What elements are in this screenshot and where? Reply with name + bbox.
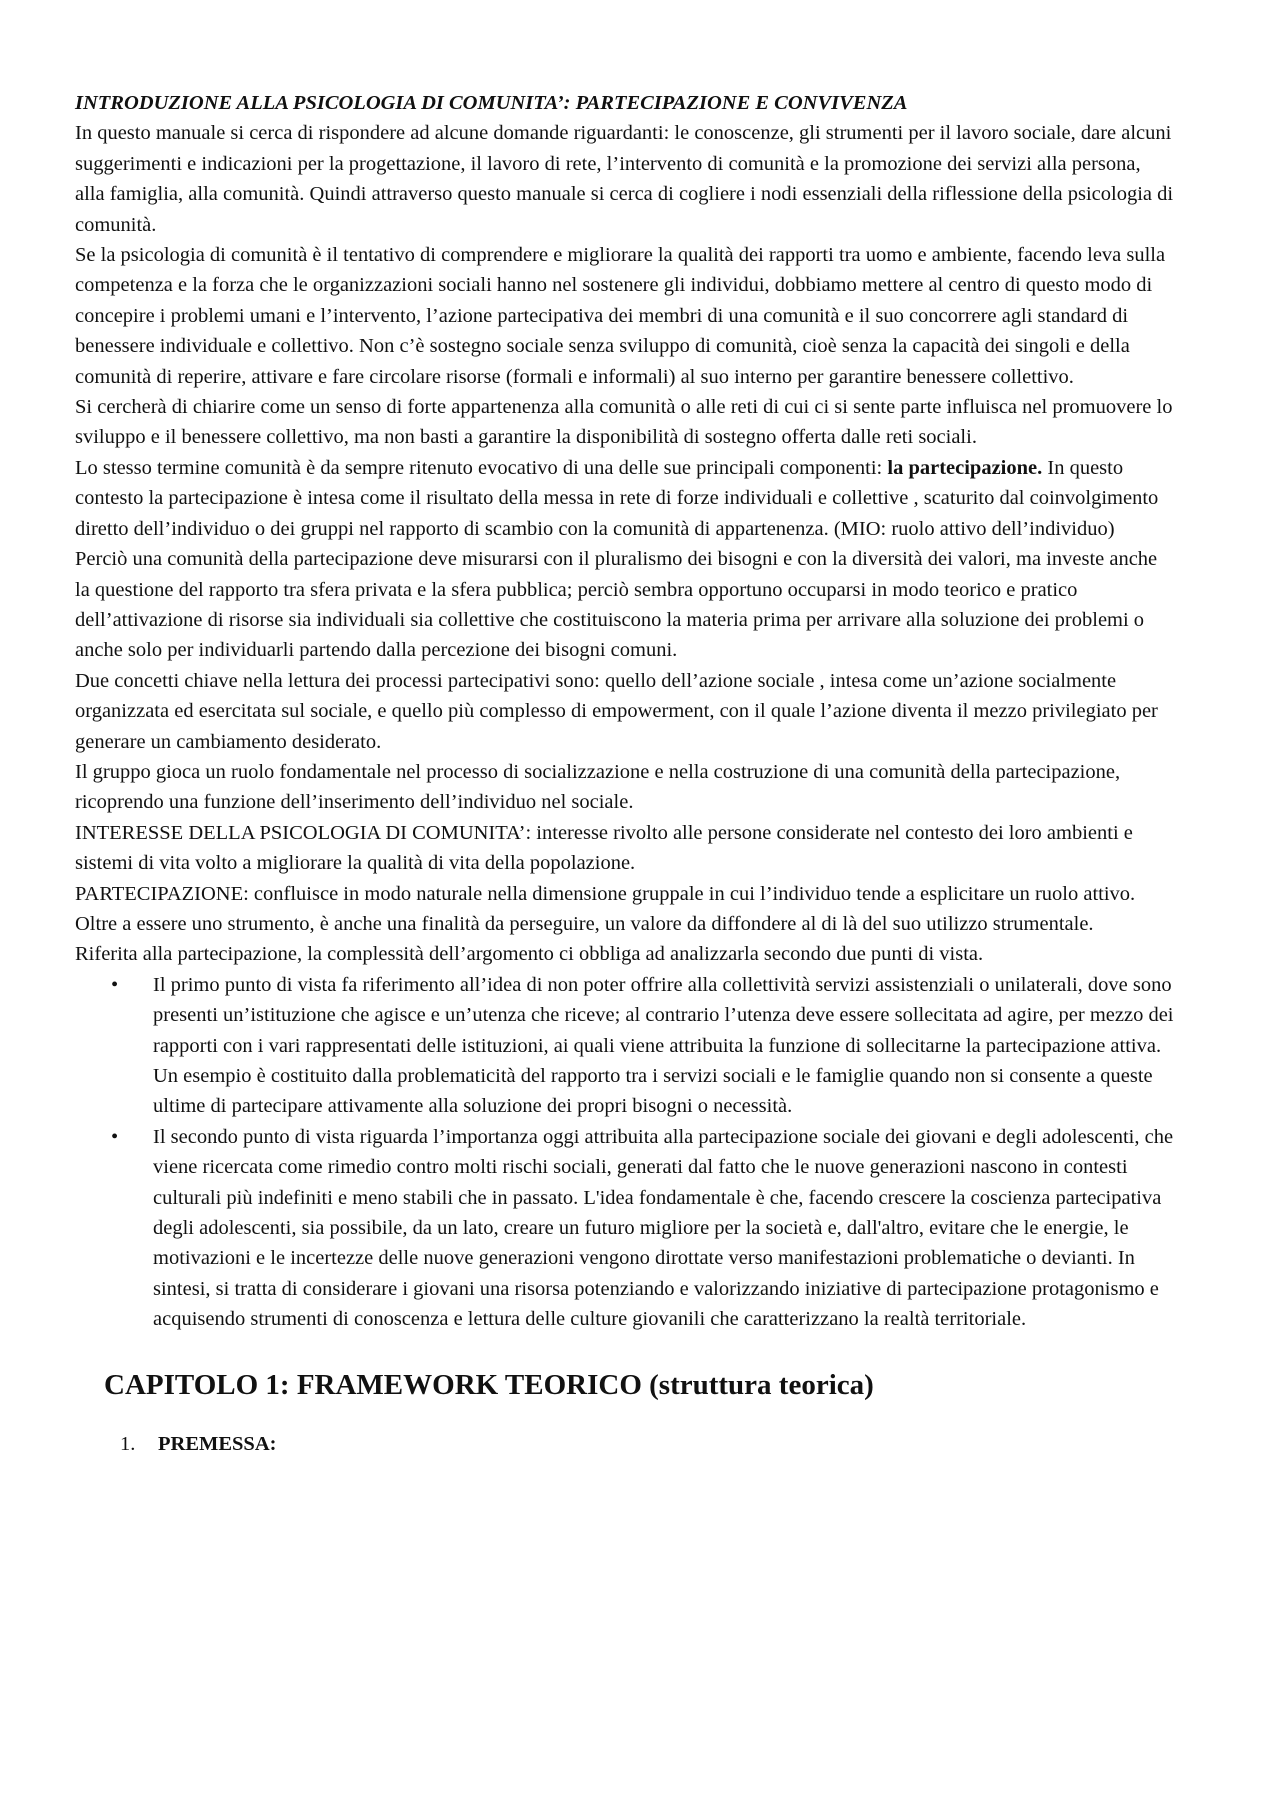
paragraph-belonging: Si cercherà di chiarire come un senso di forte appartenenza alla comunità o alle reti di cui ci si sente parte influisca nel promuovere lo sviluppo e il benessere collettivo, ma non basti a garantire la disponibilità di sostegno offerta dalle reti sociali. (75, 396, 1173, 449)
paragraph-group-role: Il gruppo gioca un ruolo fondamentale nel processo di socializzazione e nella costruzione di una comunità della partecipazione, ricoprendo una funzione dell’inserimento dell’individuo nel sociale. (75, 760, 1121, 814)
document-title: INTRODUZIONE ALLA PSICOLOGIA DI COMUNITA’: PARTECIPAZIONE E CONVIVENZA (75, 92, 908, 114)
section-number: 1. (120, 1432, 136, 1455)
paragraph-community-psychology: Se la psicologia di comunità è il tentativo di comprendere e migliorare la qualità dei rapporti tra uomo e ambiente, facendo leva sulla competenza e la forza che le organizzazioni sociali hanno nel sostenere gli individui, dobbiamo mettere al centro di questo modo di concepire i problemi umani e l’intervento, l’azione partecipativa dei membri di una comunità e il suo concorrere agli standard di benessere individuale e collettivo. Non c’è sostegno sociale senza sviluppo di comunità, cioè senza la capacità dei singoli e della comunità di reperire, attivare e fare circolare risorse (formali e informali) al suo interno per garantire benessere collettivo. (75, 244, 1166, 388)
paragraph-interest: INTERESSE DELLA PSICOLOGIA DI COMUNITA’: interesse rivolto alle persone considerate nel contesto dei loro ambienti e sistemi di vita volto a migliorare la qualità di vita della popolazione. (75, 821, 1133, 875)
paragraph-two-views: Riferita alla partecipazione, la complessità dell’argomento ci obbliga ad analizzarla secondo due punti di vista. (75, 943, 984, 966)
bullet-marker: • (111, 1125, 119, 1148)
list-item-text: Il primo punto di vista fa riferimento all’idea di non poter offrire alla collettività servizi assistenziali o unilaterali, dove sono presenti un’istituzione che agisce e un’utenza che riceve; al contrario l’utenza deve essere sollecitata ad agire, per mezzo dei rapporti con i vari rappresentati delle istituzioni, ai quali viene attribuita la funzione di sollecitarne la partecipazione attiva. Un esempio è costituito dalla problematicità del rapporto tra i servizi sociali e le famiglie quando non si consente a queste ultime di partecipare attivamente alla soluzione dei propri bisogni o necessità. (153, 973, 1174, 1118)
list-item-text: Il secondo punto di vista riguarda l’importanza oggi attribuita alla partecipazione sociale dei giovani e degli adolescenti, che viene ricercata come rimedio contro molti rischi sociali, generati dal fatto che le nuove generazioni nascono in contesti culturali più indefiniti e meno stabili che in passato. L'idea fondamentale è che, facendo crescere la coscienza partecipativa degli adolescenti, sia possibile, da un lato, creare un futuro migliore per la società e, dall'altro, evitare che le energie, le motivazioni e le incertezze delle nuove generazioni vengono dirottate verso manifestazioni problematiche o devianti. In sintesi, si tratta di considerare i giovani una risorsa potenziando e valorizzando iniziative di partecipazione protagonismo e acquisendo strumenti di conoscenza e lettura delle culture giovanili che caratterizzano la realtà territoriale. (153, 1125, 1174, 1331)
section-label: PREMESSA: (158, 1432, 277, 1455)
document-page (75, 88, 1175, 1459)
chapter-heading: CAPITOLO 1: FRAMEWORK TEORICO (struttura teorica) (104, 1368, 874, 1401)
paragraph-key-concepts: Due concetti chiave nella lettura dei processi partecipativi sono: quello dell’azione sociale , intesa come un’azione socialmente organizzata ed esercitata sul sociale, e quello più complesso di empowerment, con il quale l’azione diventa il mezzo privilegiato per generare un cambiamento desiderato. (75, 669, 1158, 753)
paragraph-participation-rest: In questo contesto la partecipazione è intesa come il risultato della messa in rete di forze individuali e collettive , scaturito dal coinvolgimento diretto dell’individuo o dei gruppi nel rapporto di scambio con la comunità di appartenenza. (MIO: ruolo attivo dell’individuo) (75, 456, 1159, 540)
paragraph-participation-def: PARTECIPAZIONE: confluisce in modo naturale nella dimensione gruppale in cui l’individuo tende a esplicitare un ruolo attivo. Oltre a essere uno strumento, è anche una finalità da perseguire, un valore da diffondere al di là del suo utilizzo strumentale. (75, 882, 1136, 935)
list-item (75, 1122, 1175, 1335)
numbered-section (120, 1429, 1175, 1459)
paragraph-participation-lead: Lo stesso termine comunità è da sempre ritenuto evocativo di una delle sue principali componenti: (75, 456, 888, 479)
bullet-marker: • (111, 973, 119, 996)
list-item (75, 970, 1175, 1122)
paragraph-pluralism: Perciò una comunità della partecipazione deve misurarsi con il pluralismo dei bisogni e con la diversità dei valori, ma investe anche la questione del rapporto tra sfera privata e la sfera pubblica; perciò sembra opportuno occuparsi in modo teorico e pratico dell’attivazione di risorse sia individuali sia collettive che costituiscono la materia prima per arrivare alla soluzione dei problemi o anche solo per individuarli partendo dalla percezione dei bisogni comuni. (75, 548, 1158, 662)
paragraph-participation (75, 453, 1175, 544)
paragraph-participation-bold: la partecipazione. (887, 456, 1043, 479)
bullet-list (75, 970, 1175, 1335)
paragraph-intro: In questo manuale si cerca di rispondere ad alcune domande riguardanti: le conoscenze, gli strumenti per il lavoro sociale, dare alcuni suggerimenti e indicazioni per la progettazione, il lavoro di rete, l’intervento di comunità e la promozione dei servizi alla persona, alla famiglia, alla comunità. Quindi attraverso questo manuale si cerca di cogliere i nodi essenziali della riflessione della psicologia di comunità. (75, 122, 1174, 236)
